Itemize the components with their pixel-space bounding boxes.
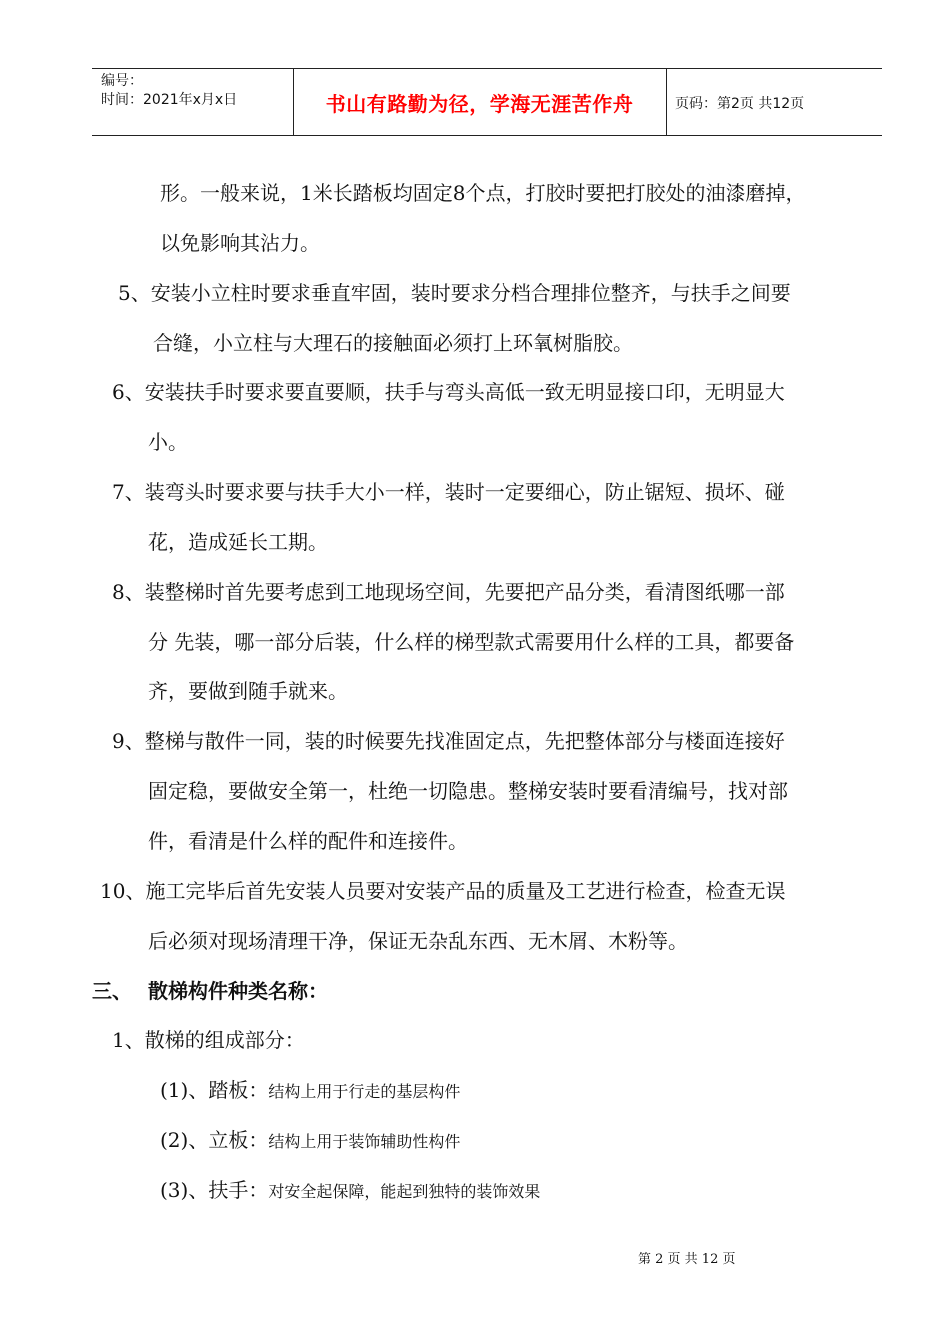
header-meta xyxy=(101,72,237,110)
header-motto: 书山有路勤为径，学海无涯苦作舟 xyxy=(325,92,634,116)
header-top-rule xyxy=(92,68,882,69)
item-desc: 对安全起保障，能起到独特的装饰效果 xyxy=(268,1182,541,1201)
header-page-label: 页码：第2页 共12页 xyxy=(675,96,805,112)
body-line: 分 先装，哪一部分后装，什么样的梯型款式需要用什么样的工具，都要备 xyxy=(148,630,795,654)
item-desc: 结构上用于装饰辅助性构件 xyxy=(268,1132,461,1151)
body-line: 花，造成延长工期。 xyxy=(148,530,328,554)
body-line: 7、装弯头时要求要与扶手大小一样，装时一定要细心，防止锯短、损坏、碰 xyxy=(112,480,785,504)
list-item xyxy=(160,1128,460,1154)
body-line: 形。一般来说，1米长踏板均固定8个点，打胶时要把打胶处的油漆磨掉， xyxy=(160,181,806,205)
item-label: (3)、扶手： xyxy=(160,1178,269,1202)
header-divider-right xyxy=(666,68,667,135)
number-label: 编号： xyxy=(101,73,143,89)
time-label: 时间：2021年x月x日 xyxy=(101,92,238,108)
body-line: 8、装整梯时首先要考虑到工地现场空间，先要把产品分类，看清图纸哪一部 xyxy=(112,580,785,604)
list-item xyxy=(160,1078,460,1104)
body-line: 合缝，小立柱与大理石的接触面必须打上环氧树脂胶。 xyxy=(153,331,633,355)
item-label: (2)、立板： xyxy=(160,1128,269,1152)
body-line: 6、安装扶手时要求要直要顺，扶手与弯头高低一致无明显接口印，无明显大 xyxy=(112,380,785,404)
subsection-title: 1、散梯的组成部分： xyxy=(112,1028,305,1052)
body-line: 5、安装小立柱时要求垂直牢固，装时要求分档合理排位整齐，与扶手之间要 xyxy=(118,281,791,305)
body-line: 齐，要做到随手就来。 xyxy=(148,679,348,703)
body-line: 9、整梯与散件一同，装的时候要先找准固定点，先把整体部分与楼面连接好 xyxy=(112,729,785,753)
body-line: 后必须对现场清理干净，保证无杂乱东西、无木屑、木粉等。 xyxy=(148,929,688,953)
section-title: 散梯构件种类名称： xyxy=(148,979,328,1003)
body-line: 固定稳，要做安全第一，杜绝一切隐患。整梯安装时要看清编号，找对部 xyxy=(148,779,788,803)
body-line: 小。 xyxy=(148,430,188,454)
item-desc: 结构上用于行走的基层构件 xyxy=(268,1082,461,1101)
section-number: 三、 xyxy=(92,979,132,1003)
body-line: 10、施工完毕后首先安装人员要对安装产品的质量及工艺进行检查，检查无误 xyxy=(100,879,786,903)
header-bottom-rule xyxy=(92,135,882,136)
list-item xyxy=(160,1178,540,1204)
body-line: 以免影响其沾力。 xyxy=(160,231,320,255)
body-line: 件，看清是什么样的配件和连接件。 xyxy=(148,829,468,853)
page-footer: 第 2 页 共 12 页 xyxy=(638,1252,736,1267)
item-label: (1)、踏板： xyxy=(160,1078,269,1102)
